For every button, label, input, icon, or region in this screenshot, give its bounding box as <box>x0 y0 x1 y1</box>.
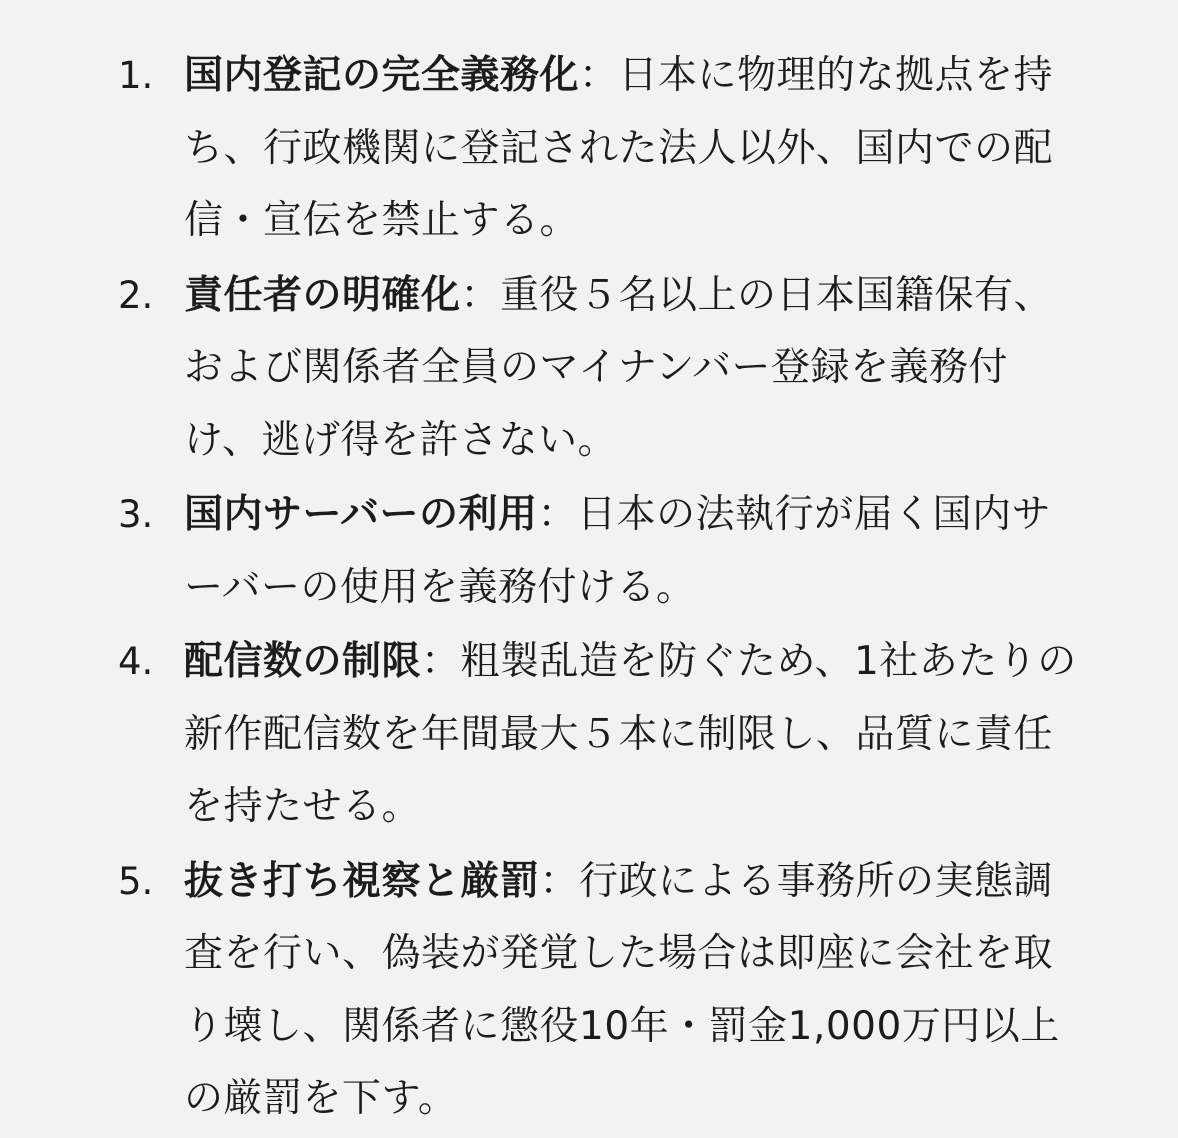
item-body <box>184 479 1084 624</box>
item-text: ：行政による事務所の実態調査を行い、偽装が発覚した場合は即座に会社を取り壊し、関係者に懲役10年・罰金1,000万円以上の厳罰を下す。 <box>184 858 1060 1121</box>
item-text: ：重役５名以上の日本国籍保有、および関係者全員のマイナンバー登録を義務付け、逃げ得を許さない。 <box>184 272 1054 463</box>
item-number: 4. <box>118 640 154 683</box>
list-item <box>112 479 1102 624</box>
item-body <box>184 846 1084 1136</box>
item-title: 国内登記の完全義務化 <box>184 53 580 98</box>
item-number: 2. <box>118 273 154 317</box>
list-item <box>112 260 1102 478</box>
item-number: 3. <box>118 493 154 536</box>
item-body <box>184 40 1084 258</box>
item-title: 抜き打ち視察と厳罰 <box>184 858 540 904</box>
numbered-list <box>112 40 1102 1138</box>
item-body <box>184 260 1084 478</box>
item-title: 配信数の制限 <box>184 639 422 684</box>
list-item <box>112 626 1102 844</box>
item-title: 責任者の明確化 <box>184 272 461 318</box>
item-number: 5. <box>118 859 154 903</box>
list-item <box>112 40 1102 258</box>
list-item <box>112 846 1102 1136</box>
item-body <box>184 626 1084 844</box>
item-text: ：日本の法執行が届く国内サーバーの使用を義務付ける。 <box>184 492 1052 610</box>
item-text: ：粗製乱造を防ぐため、1社あたりの新作配信数を年間最大５本に制限し、品質に責任を持たせる。 <box>184 639 1077 829</box>
item-title: 国内サーバーの利用 <box>184 492 538 537</box>
item-number: 1. <box>118 54 154 97</box>
item-text: ：日本に物理的な拠点を持ち、行政機関に登記された法人以外、国内での配信・宣伝を禁止する。 <box>184 53 1054 243</box>
